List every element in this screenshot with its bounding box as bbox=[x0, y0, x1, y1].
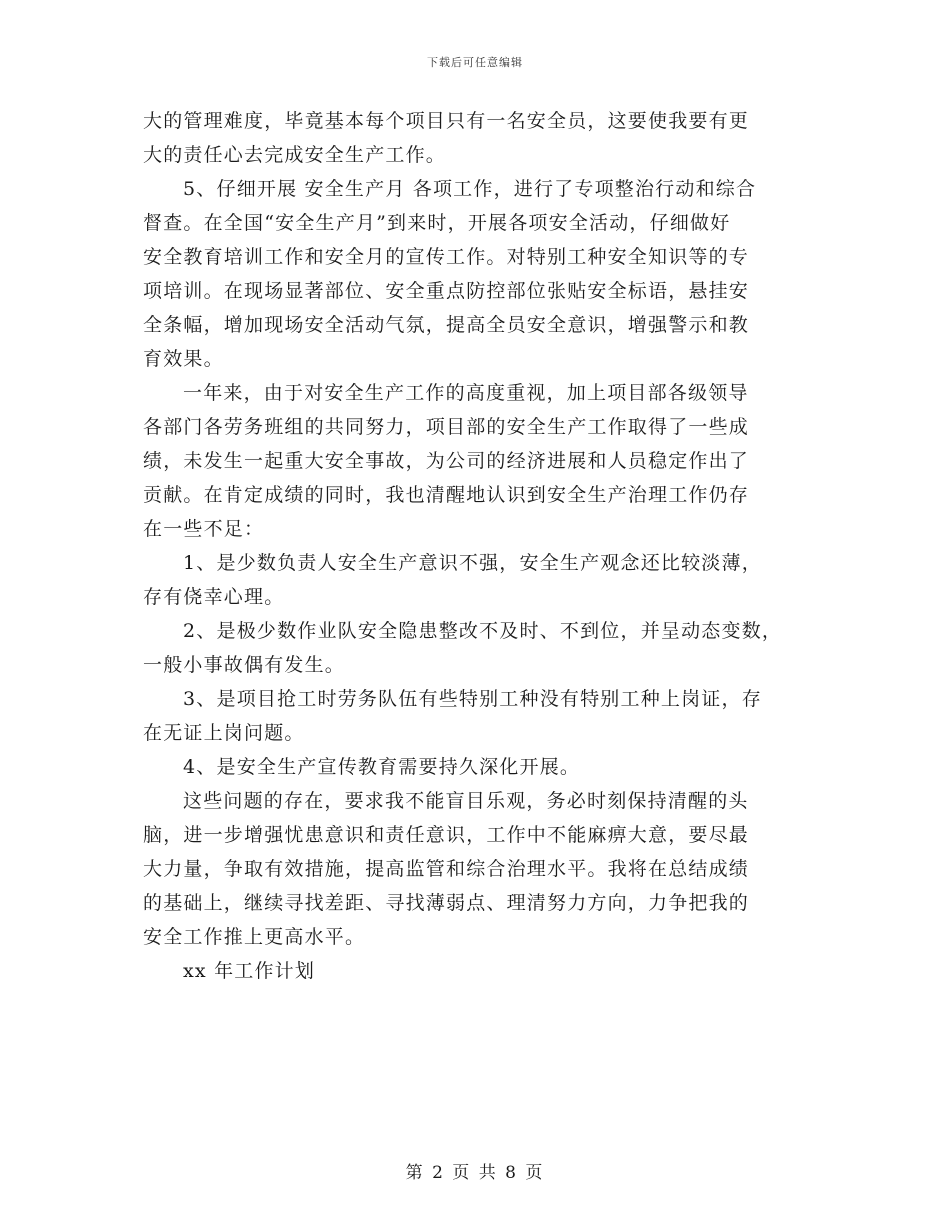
document-body bbox=[143, 104, 808, 988]
text-line: 育效果。 bbox=[143, 348, 224, 370]
text-line: 一般小事故偶有发生。 bbox=[143, 654, 346, 676]
text-line: 绩，未发生一起重大安全事故，为公司的经济进展和人员稳定作出了 bbox=[143, 450, 750, 472]
text-line: 2、是极少数作业队安全隐患整改不及时、不到位，并呈动态变数， bbox=[183, 620, 783, 642]
text-line: 1、是少数负责人安全生产意识不强，安全生产观念还比较淡薄， bbox=[183, 552, 762, 574]
text-line: 在一些不足： bbox=[143, 518, 265, 540]
text-line: 全条幅，增加现场安全活动气氛，提高全员安全意识，增强警示和教 bbox=[143, 314, 750, 336]
text-line: 这些问题的存在，要求我不能盲目乐观，务必时刻保持清醒的头 bbox=[183, 790, 749, 812]
section-heading: xx 年工作计划 bbox=[183, 960, 316, 982]
text-line: 督查。在全国“安全生产月”到来时，开展各项安全活动，仔细做好 bbox=[143, 212, 731, 234]
page-number-footer: 第 2 页 共 8 页 bbox=[405, 1163, 545, 1183]
text-line: 大的责任心去完成安全生产工作。 bbox=[143, 144, 447, 166]
text-line: 大的管理难度，毕竟基本每个项目只有一名安全员，这要使我要有更 bbox=[143, 110, 750, 132]
text-line: 项培训。在现场显著部位、安全重点防控部位张贴安全标语，悬挂安 bbox=[143, 280, 750, 302]
text-line: 脑，进一步增强忧患意识和责任意识，工作中不能麻痹大意，要尽最 bbox=[143, 824, 750, 846]
text-line: 各部门各劳务班组的共同努力，项目部的安全生产工作取得了一些成 bbox=[143, 416, 750, 438]
text-line: 5、仔细开展 安全生产月 各项工作，进行了专项整治行动和综合 bbox=[183, 178, 757, 200]
text-line: 安全工作推上更高水平。 bbox=[143, 926, 366, 948]
page-header: 下载后可任意编辑 bbox=[427, 56, 523, 69]
text-line: 3、是项目抢工时劳务队伍有些特别工种没有特别工种上岗证，存 bbox=[183, 688, 762, 710]
text-line: 贡献。在肯定成绩的同时，我也清醒地认识到安全生产治理工作仍存 bbox=[143, 484, 750, 506]
text-line: 在无证上岗问题。 bbox=[143, 722, 305, 744]
text-line: 安全教育培训工作和安全月的宣传工作。对特别工种安全知识等的专 bbox=[143, 246, 750, 268]
text-line: 的基础上，继续寻找差距、寻找薄弱点、理清努力方向，力争把我的 bbox=[143, 892, 750, 914]
text-line: 存有侥幸心理。 bbox=[143, 586, 285, 608]
text-line: 大力量，争取有效措施，提高监管和综合治理水平。我将在总结成绩 bbox=[143, 858, 750, 880]
text-line: 4、是安全生产宣传教育需要持久深化开展。 bbox=[183, 756, 581, 778]
text-line: 一年来，由于对安全生产工作的高度重视，加上项目部各级领导 bbox=[183, 382, 749, 404]
